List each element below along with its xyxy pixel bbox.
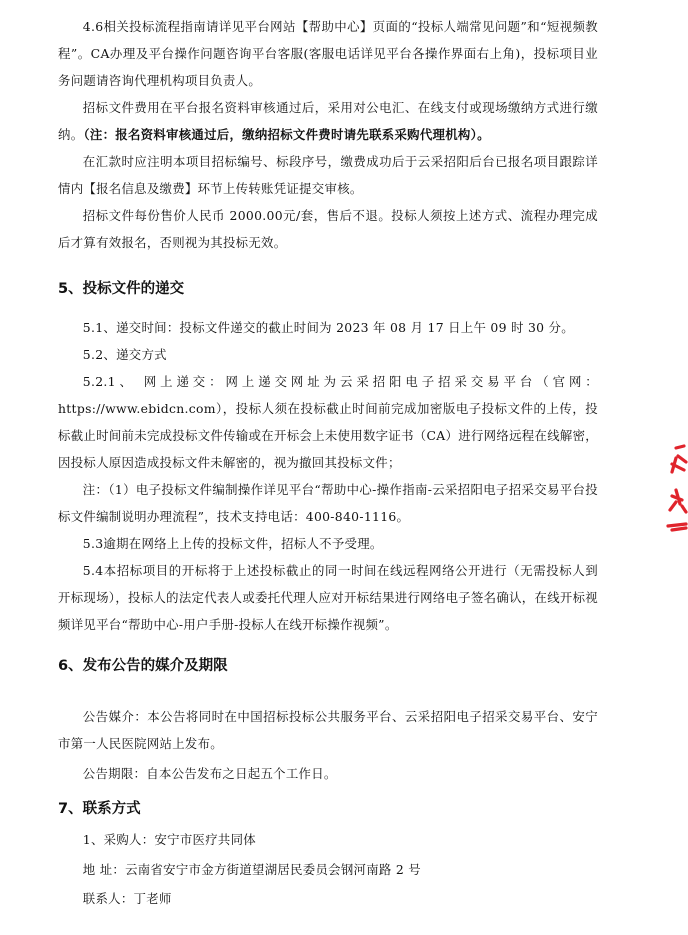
paragraph-5-3: 5.3逾期在网络上上传的投标文件，招标人不予受理。 [82, 536, 383, 551]
paragraph-media: 公告媒介：本公告将同时在中国招标投标公共服务平台、云采招阳电子招采交易平台、安宁市第一人民医院网站上发布。 [58, 709, 598, 751]
paragraph-address: 地 址：云南省安宁市金方街道望湖居民委员会钢河南路 2 号 [82, 862, 421, 877]
section-6-heading: 6、发布公告的媒介及期限 [58, 658, 228, 674]
red-seal-fragment [662, 440, 688, 540]
paragraph-5-1: 5.1、递交时间：投标文件递交的截止时间为 2023 年 08 月 17 日上午 09 时 30 分。 [82, 320, 574, 335]
section-5-heading: 5、投标文件的递交 [58, 281, 185, 297]
seal-strokes [668, 446, 686, 530]
paragraph-remittance: 在汇款时应注明本项目招标编号、标段序号，缴费成功后于云采招阳后台已报名项目跟踪详情内【报名信息及缴费】环节上传转账凭证提交审核。 [58, 154, 598, 196]
fee-payment-text: 招标文件费用在平台报名资料审核通过后，采用对公电汇、在线支付或现场缴纳方式进行缴纳。 [58, 100, 598, 142]
paragraph-document-price: 招标文件每份售价人民币 2000.00元/套，售后不退。投标人须按上述方式、流程办理完成后才算有效报名，否则视为其投标无效。 [58, 208, 598, 250]
paragraph-5-2: 5.2、递交方式 [82, 347, 167, 362]
paragraph-buyer: 1、采购人：安宁市医疗共同体 [82, 832, 256, 847]
paragraph-fee-payment [58, 94, 598, 148]
paragraph-period: 公告期限：自本公告发布之日起五个工作日。 [82, 766, 337, 781]
paragraph-note: 注：（1）电子投标文件编制操作详见平台“帮助中心-操作指南-云采招阳电子招采交易平台投标文件编制说明办理流程”，技术支持电话：400-840-1116。 [58, 482, 598, 524]
paragraph-contact: 联系人：丁老师 [82, 891, 172, 906]
fee-payment-note: （注：报名资料审核通过后，缴纳招标文件费时请先联系采购代理机构）。 [83, 127, 490, 142]
section-7-heading: 7、联系方式 [58, 801, 141, 817]
paragraph-5-2-1: 5.2.1、 网上递交：网上递交网址为云采招阳电子招采交易平台（官网：https://www.ebidcn.com），投标人须在投标截止时间前完成加密版电子投标文件的上传，投标截止时间前未完成投标文件传输或在开标会上未使用数字证书（CA）进行网络远程在线解密，因投标人原因造成投标文件未解密的，视为撤回其投标文件； [58, 374, 598, 470]
paragraph-4-6: 4.6相关投标流程指南请详见平台网站【帮助中心】页面的“投标人端常见问题”和“短视频教程”。CA办理及平台操作问题咨询平台客服(客服电话详见平台各操作界面右上角)，投标项目业务问题请咨询代理机构项目负责人。 [58, 19, 598, 88]
paragraph-5-4: 5.4本招标项目的开标将于上述投标截止的同一时间在线远程网络公开进行（无需投标人到开标现场），投标人的法定代表人或委托代理人应对开标结果进行网络电子签名确认，在线开标视频详见平台“帮助中心-用户手册-投标人在线开标操作视频”。 [58, 563, 598, 632]
